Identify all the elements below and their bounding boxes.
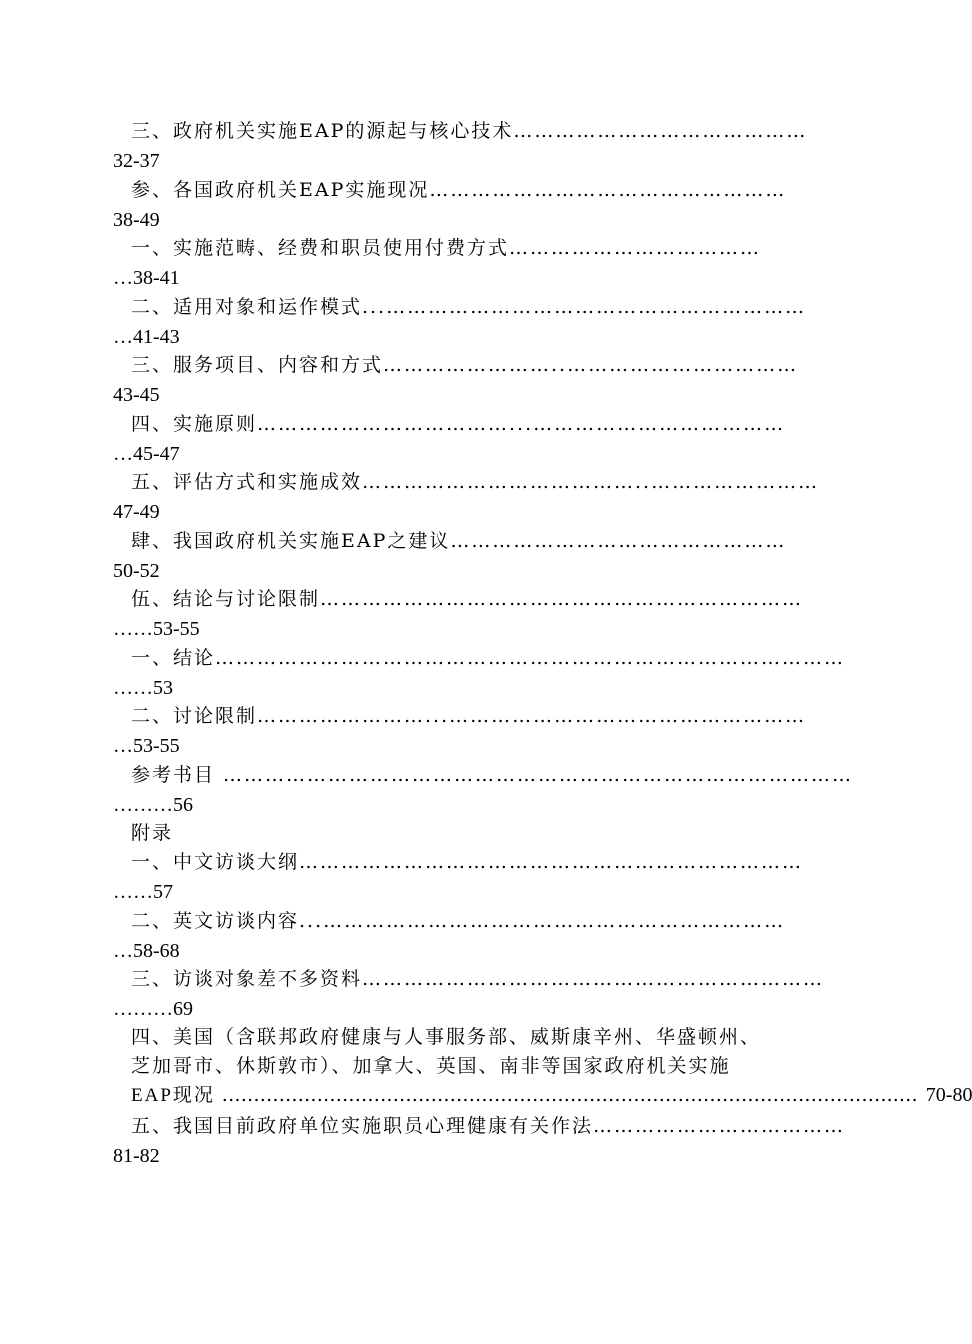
toc-entry bbox=[0, 412, 950, 470]
toc-entry-page: 38-49 bbox=[113, 209, 160, 231]
appendix-entry-title: 五、我国目前政府单位实施职员心理健康有关作法……………………………… bbox=[131, 1115, 846, 1137]
appendix-entry-page: 70-80 bbox=[925, 1084, 972, 1106]
toc-entry-page: …45-47 bbox=[113, 443, 180, 465]
toc-entry-page: 43-45 bbox=[113, 384, 160, 406]
appendix-entry-line: 四、美国（含联邦政府健康与人事服务部、威斯康辛州、华盛顿州、 bbox=[131, 1026, 762, 1048]
toc-entry-page: …41-43 bbox=[113, 326, 180, 348]
appendix-title: 附录 bbox=[131, 822, 174, 844]
toc-entry-title: 三、服务项目、内容和方式……………………..…………………………… bbox=[131, 354, 799, 376]
appendix-entry-title: EAP现况 bbox=[131, 1085, 222, 1106]
toc-entry-title: 五、评估方式和实施成效…………………………………..…………………… bbox=[131, 471, 820, 493]
toc-entry bbox=[0, 178, 950, 236]
appendix-entry bbox=[0, 1114, 950, 1172]
toc-entry bbox=[0, 763, 950, 821]
toc-entry bbox=[0, 646, 950, 704]
toc-entry bbox=[0, 353, 950, 411]
appendix-entry-title: 一、中文访谈大纲……………………………………………………………… bbox=[131, 851, 804, 873]
appendix-entry-page: 81-82 bbox=[113, 1145, 160, 1167]
appendix-entry-title: 二、英文访谈内容...………………………………………………………… bbox=[131, 910, 786, 932]
appendix-entry bbox=[0, 850, 950, 908]
toc-entry-page: ……53-55 bbox=[113, 618, 200, 640]
toc-entry bbox=[0, 236, 950, 294]
toc-entry bbox=[0, 704, 950, 762]
toc-entry-page: 50-52 bbox=[113, 560, 160, 582]
appendix-entry-line: 芝加哥市、休斯敦市）、加拿大、英国、南非等国家政府机关实施 bbox=[131, 1055, 731, 1077]
appendix-entry-page: …58-68 bbox=[113, 940, 180, 962]
toc-entry bbox=[0, 529, 950, 587]
toc-entry-title: 一、实施范畴、经费和职员使用付费方式……………………………… bbox=[131, 237, 762, 259]
toc-entry-title: 三、政府机关实施EAP的源起与核心技术…………………………………… bbox=[131, 120, 808, 142]
toc-entry-page: 32-37 bbox=[113, 150, 160, 172]
appendix-entry-multiline bbox=[131, 1023, 972, 1110]
appendix-entry-line bbox=[131, 1081, 972, 1110]
toc-entry-page: 47-49 bbox=[113, 501, 160, 523]
appendix-entry-page: ……57 bbox=[113, 881, 173, 903]
appendix-entry bbox=[0, 909, 950, 967]
toc-entry bbox=[0, 295, 950, 353]
toc-entry-title: 参、各国政府机关EAP实施现况…………………………………………… bbox=[131, 179, 787, 201]
toc-entry-page: ……53 bbox=[113, 677, 173, 699]
toc-entry bbox=[0, 470, 950, 528]
toc-entry-title: 四、实施原则………………………………...……………………………… bbox=[131, 413, 786, 435]
toc-entry-title: 二、适用对象和运作模式...…………………………………………………… bbox=[131, 296, 807, 318]
appendix-entry-leader: ……………………………………………………………………………………………..… bbox=[221, 1084, 918, 1106]
toc-entry-page: …38-41 bbox=[113, 267, 180, 289]
toc-entry-title: 二、讨论限制……………………...…………………………………………… bbox=[131, 705, 807, 727]
toc-entry-title: 伍、结论与讨论限制…………………………………………………………… bbox=[131, 588, 804, 610]
toc-entry-title: 肆、我国政府机关实施EAP之建议………………………………………… bbox=[131, 530, 787, 552]
toc-entry bbox=[0, 119, 950, 177]
toc-entry-page: …53-55 bbox=[113, 735, 180, 757]
appendix-entry-title: 三、访谈对象差不多资料………………………………………………………… bbox=[131, 968, 825, 990]
appendix-entry bbox=[0, 967, 950, 1025]
toc-entry-title: 参考书目 ……………………………………………………………………………… bbox=[131, 764, 854, 786]
appendix-entry-page: ………69 bbox=[113, 998, 193, 1020]
toc-entry-page: ………56 bbox=[113, 794, 193, 816]
toc-entry bbox=[0, 587, 950, 645]
toc-entry-title: 一、结论……………………………………………………………………………… bbox=[131, 647, 846, 669]
